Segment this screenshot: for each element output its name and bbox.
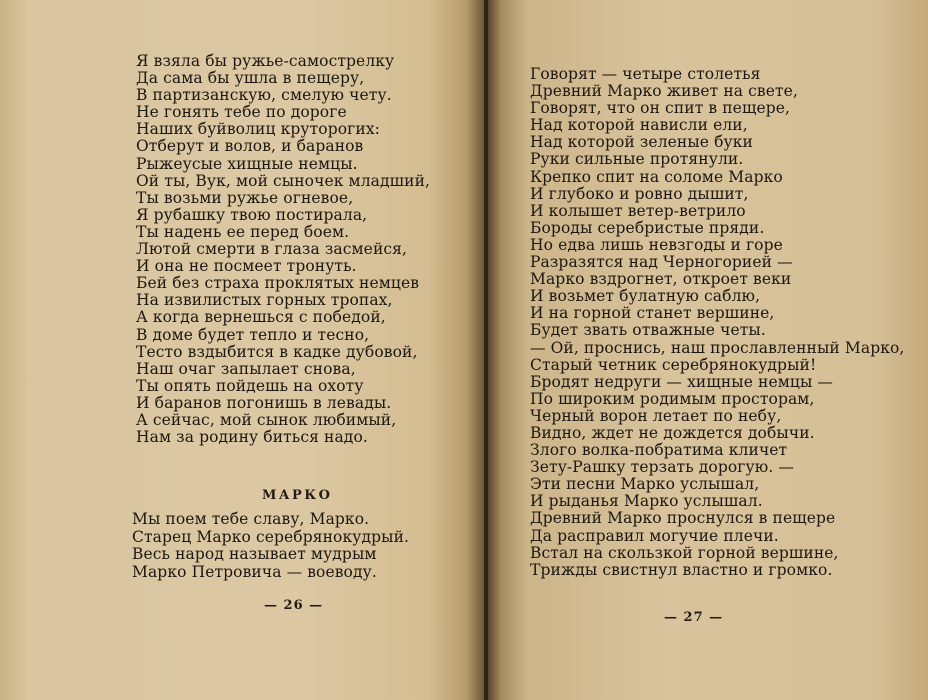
poem-line: Не гонять тебе по дороге xyxy=(136,103,347,122)
poem-line: Отберут и волов, и баранов xyxy=(136,137,364,156)
poem-line: В доме будет тепло и тесно, xyxy=(136,325,370,344)
poem-line: Ты опять пойдешь на охоту xyxy=(136,376,364,395)
poem-line: Бей без страха проклятых немцев xyxy=(136,274,420,293)
poem-line: Эти песни Марко услышал, xyxy=(530,475,760,494)
poem-line: И рыданья Марко услышал. xyxy=(530,492,763,511)
poem-line: И колышет ветер-ветрило xyxy=(530,201,746,220)
poem-line: Но едва лишь невзгоды и горе xyxy=(530,235,783,254)
poem-line: Трижды свистнул властно и громко. xyxy=(530,560,833,579)
poem-line: Марко Петровича — воеводу. xyxy=(132,562,377,581)
poem-line: Над которой нависли ели, xyxy=(530,116,748,135)
poem-line: Встал на скользкой горной вершине, xyxy=(530,543,839,562)
poem-line: Черный ворон летает по небу, xyxy=(530,406,782,425)
poem-line: А когда вернешься с победой, xyxy=(136,308,386,327)
poem-line: Наш очаг запылает снова, xyxy=(136,359,356,378)
poem-line: Я рубашку твою постирала, xyxy=(136,205,368,224)
right-poem xyxy=(530,66,904,579)
poem-line: И глубоко и ровно дышит, xyxy=(530,184,749,203)
poem-line: Руки сильные протянули. xyxy=(530,150,744,169)
poem-line: Да сама бы ушла в пещеру, xyxy=(136,69,365,88)
poem-line: Нам за родину биться надо. xyxy=(136,428,368,447)
poem-line: Тесто вздыбится в кадке дубовой, xyxy=(136,342,418,361)
poem-line: Мы поем тебе славу, Марко. xyxy=(132,510,370,528)
poem-line: Старый четник серебрянокудрый! xyxy=(530,355,817,374)
poem-line: И она не посмеет тронуть. xyxy=(136,257,357,276)
poem-line: Крепко спит на соломе Марко xyxy=(530,167,783,186)
poem-line: Зету-Рашку терзать дорогую. — xyxy=(530,458,795,477)
poem-line: Ты надень ее перед боем. xyxy=(136,222,350,241)
poem-line: Старец Марко серебрянокудрый. xyxy=(132,527,410,546)
poem-line: Лютой смерти в глаза засмейся, xyxy=(136,240,408,259)
poem-line: Весь народ называет мудрым xyxy=(132,545,377,563)
poem-line: Я взяла бы ружье-самострелку xyxy=(136,52,395,70)
right-page xyxy=(488,0,928,700)
poem-line: А сейчас, мой сынок любимый, xyxy=(136,410,397,429)
poem-line: Древний Марко проснулся в пещере xyxy=(530,509,836,528)
poem-line: Говорят, что он спит в пещере, xyxy=(530,99,791,118)
poem-line: Марко вздрогнет, откроет веки xyxy=(530,270,792,289)
poem-line: По широким родимым просторам, xyxy=(530,389,815,408)
poem-line: Злого волка-побратима кличет xyxy=(530,441,788,460)
poem-line: И на горной станет вершине, xyxy=(530,304,775,323)
poem-line: На извилистых горных тропах, xyxy=(136,291,393,310)
poem-line: Древний Марко живет на свете, xyxy=(530,82,798,101)
section-heading: МАРКО xyxy=(262,488,333,503)
poem-line: И баранов погонишь в левады. xyxy=(136,393,392,412)
poem-line: Будет звать отважные четы. xyxy=(530,321,766,340)
page-number-right: — 27 — xyxy=(664,610,724,625)
poem-line: Видно, ждет не дождется добычи. xyxy=(530,423,815,442)
left-poem xyxy=(136,53,430,446)
poem-line: Разразятся над Черногорией — xyxy=(530,253,793,272)
marko-poem-start xyxy=(132,511,409,581)
page-number-left: — 26 — xyxy=(264,598,324,613)
poem-line: — Ой, проснись, наш прославленный Марко, xyxy=(530,338,905,357)
poem-line: Говорят — четыре столетья xyxy=(530,65,761,83)
poem-line: Наших буйволиц круторогих: xyxy=(136,120,380,139)
poem-line: Да расправил могучие плечи. xyxy=(530,526,779,545)
poem-line: Над которой зеленые буки xyxy=(530,133,753,152)
poem-line: Ты возьми ружье огневое, xyxy=(136,188,354,207)
poem-line: В партизанскую, смелую чету. xyxy=(136,86,392,105)
poem-line: И возьмет булатную саблю, xyxy=(530,287,761,306)
poem-line: Бродят недруги — хищные немцы — xyxy=(530,372,834,391)
poem-line: Рыжеусые хищные немцы. xyxy=(136,154,358,173)
poem-line: Бороды серебристые пряди. xyxy=(530,218,765,237)
poem-line: Ой ты, Вук, мой сыночек младший, xyxy=(136,171,431,190)
